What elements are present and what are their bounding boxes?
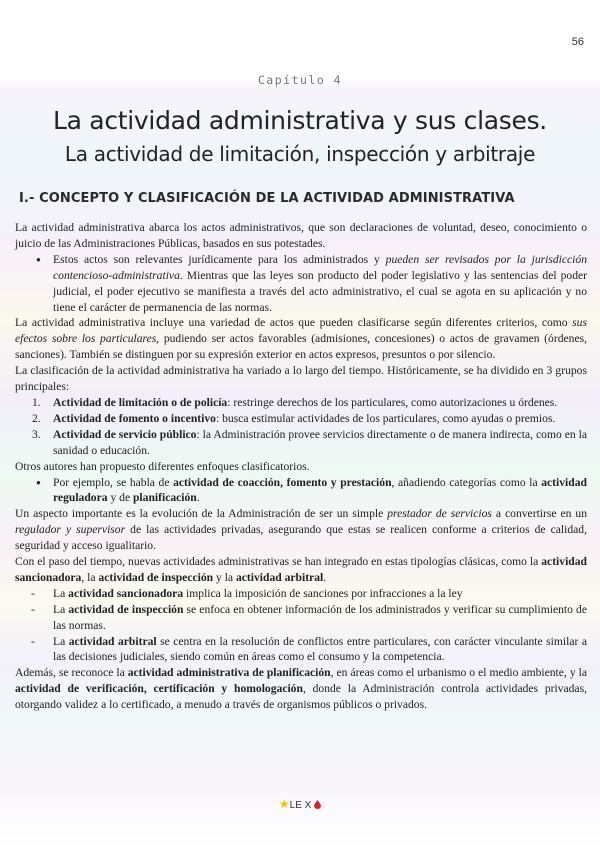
chapter-label: Capítulo 4 bbox=[257, 73, 343, 87]
numbered-item: 1. Actividad de limitación o de policía: restringe derechos de los particulares, como autorizaciones u órdenes. bbox=[32, 395, 558, 409]
bullet-item: ● Estos actos son relevantes jurídicamente para los administrados y pueden ser revisados por la jurisdicción contencioso-administrativa. Mientras que las leyes son producto del poder legislativo y las sentencias del poder judicial, el poder ejecutivo se manifiesta a través del acto administrativo, el cual se agota en su aplicación y no tiene el carácter de permanencia de las normas. bbox=[53, 252, 587, 316]
paragraph-history: La clasificación de la actividad administrativa ha variado a lo largo del tiempo. Históricamente, se ha dividido en 3 grupos principales: bbox=[15, 364, 587, 394]
page-subtitle: La actividad de limitación, inspección y arbitraje bbox=[64, 142, 536, 166]
bullet-list-2 bbox=[15, 475, 587, 507]
page-number: 56 bbox=[571, 36, 584, 48]
page-title: La actividad administrativa y sus clases. bbox=[53, 106, 547, 135]
bullet-list-1 bbox=[15, 252, 587, 316]
paragraph-planning: Además, se reconoce la actividad administrativa de planificación, en áreas como el urbanismo o el medio ambiente, y la actividad de verificación, certificación y homologación, donde la Administración controla actividades privadas, otorgando validez a lo certificado, a menudo a través de organismos públicos o privados. bbox=[15, 666, 587, 712]
paragraph-intro: La actividad administrativa abarca los actos administrativos, que son declaraciones de voluntad, deseo, conocimiento o juicio de las Administraciones Públicas, basados en sus potestades. bbox=[15, 221, 587, 250]
section-heading: I.- CONCEPTO Y CLASIFICACIÓN DE LA ACTIVIDAD ADMINISTRATIVA bbox=[19, 191, 515, 206]
bullet-item: ● Por ejemplo, se habla de actividad de coacción, fomento y prestación, añadiendo categorías como la actividad reguladora y de planificación. bbox=[53, 475, 587, 507]
dash-item: - La actividad sancionadora implica la imposición de sanciones por infracciones a la ley bbox=[53, 586, 587, 602]
paragraph-other-authors: Otros autores han propuesto diferentes enfoques clasificatorios. bbox=[15, 459, 310, 473]
numbered-item: 2. Actividad de fomento o incentivo: busca estimular actividades de los particulares, como ayudas o premios. bbox=[32, 411, 556, 425]
numbered-item: 3. Actividad de servicio público: la Administración provee servicios directamente o de manera indirecta, como en la sanidad o educación. bbox=[32, 427, 587, 457]
star-icon: ★ bbox=[278, 797, 290, 811]
footer-text: LE X bbox=[289, 800, 312, 811]
drop-icon bbox=[314, 800, 321, 809]
dash-list bbox=[15, 586, 587, 666]
paragraph-classification: La actividad administrativa incluye una variedad de actos que pueden clasificarse según diferentes criterios, como sus efectos sobre los particulares, pudiendo ser actos favorables (admisiones, concesiones) o actos de gravamen (órdenes, sanciones). También se distinguen por su expresión exterior en actos expresos, presuntos o por silencio. bbox=[15, 316, 588, 362]
paragraph-evolution: Un aspecto importante es la evolución de la Administración de ser un simple prestador de servicios a convertirse en un regulador y supervisor de las actividades privadas, asegurando que estas se realicen conforme a criterios de calidad, seguridad y acceso igualitario. bbox=[15, 507, 587, 553]
numbered-list bbox=[15, 395, 587, 459]
paragraph-new-activities: Con el paso del tiempo, nuevas actividades administrativas se han integrado en estas tipologías clásicas, como la actividad sancionadora, la actividad de inspección y la actividad arbitral. bbox=[15, 555, 587, 584]
dash-item: - La actividad arbitral se centra en la resolución de conflictos entre particulares, con carácter vinculante similar a las decisiones judiciales, siendo común en áreas como el consumo y la competencia. bbox=[53, 634, 587, 666]
body-content bbox=[15, 220, 587, 713]
footer-logo bbox=[0, 797, 600, 811]
dash-item: - La actividad de inspección se enfoca en obtener información de los administrados y verificar su cumplimiento de las normas. bbox=[53, 602, 587, 634]
